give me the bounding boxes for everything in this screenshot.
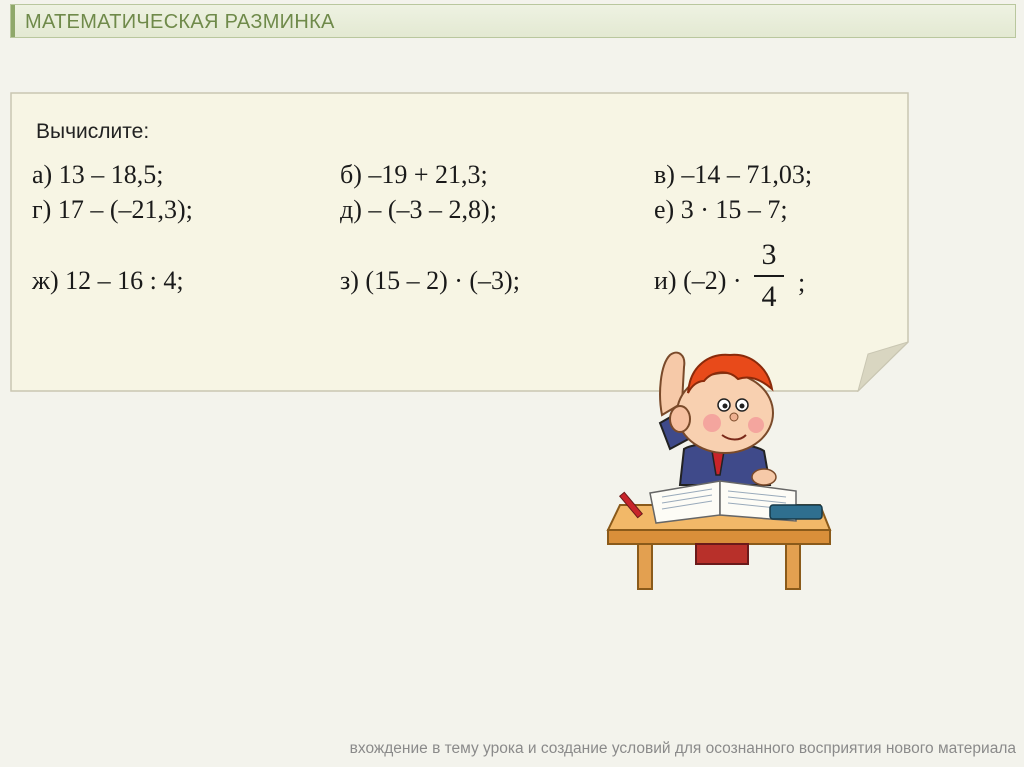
- fraction-denominator: 4: [761, 280, 777, 313]
- task-zh: ж) 12 – 16 : 4;: [32, 266, 184, 295]
- task-z: з) (15 – 2) · (–3);: [340, 266, 520, 295]
- task-i-semicolon: ;: [798, 268, 806, 297]
- task-i-fraction: [752, 240, 786, 312]
- task-e: е) 3 · 15 – 7;: [654, 195, 788, 224]
- task-v: в) –14 – 71,03;: [654, 160, 813, 189]
- pupil-at-desk-icon: [600, 345, 840, 610]
- fraction-numerator: 3: [761, 238, 777, 271]
- title-accent-stripe: [11, 5, 15, 37]
- slide-title-bar: [10, 4, 1016, 38]
- slide-title: МАТЕМАТИЧЕСКАЯ РАЗМИНКА: [25, 11, 335, 33]
- task-a: а) 13 – 18,5;: [32, 160, 164, 189]
- fraction-bar: [754, 275, 784, 277]
- slide-footer-caption: вхождение в тему урока и создание условий для осознанного восприятия нового материала: [349, 740, 1016, 757]
- task-prompt: Вычислите:: [36, 120, 150, 143]
- task-b: б) –19 + 21,3;: [340, 160, 488, 189]
- task-g: г) 17 – (–21,3);: [32, 195, 193, 224]
- task-d: д) – (–3 – 2,8);: [340, 195, 497, 224]
- task-i: и) (–2) ·: [654, 266, 742, 295]
